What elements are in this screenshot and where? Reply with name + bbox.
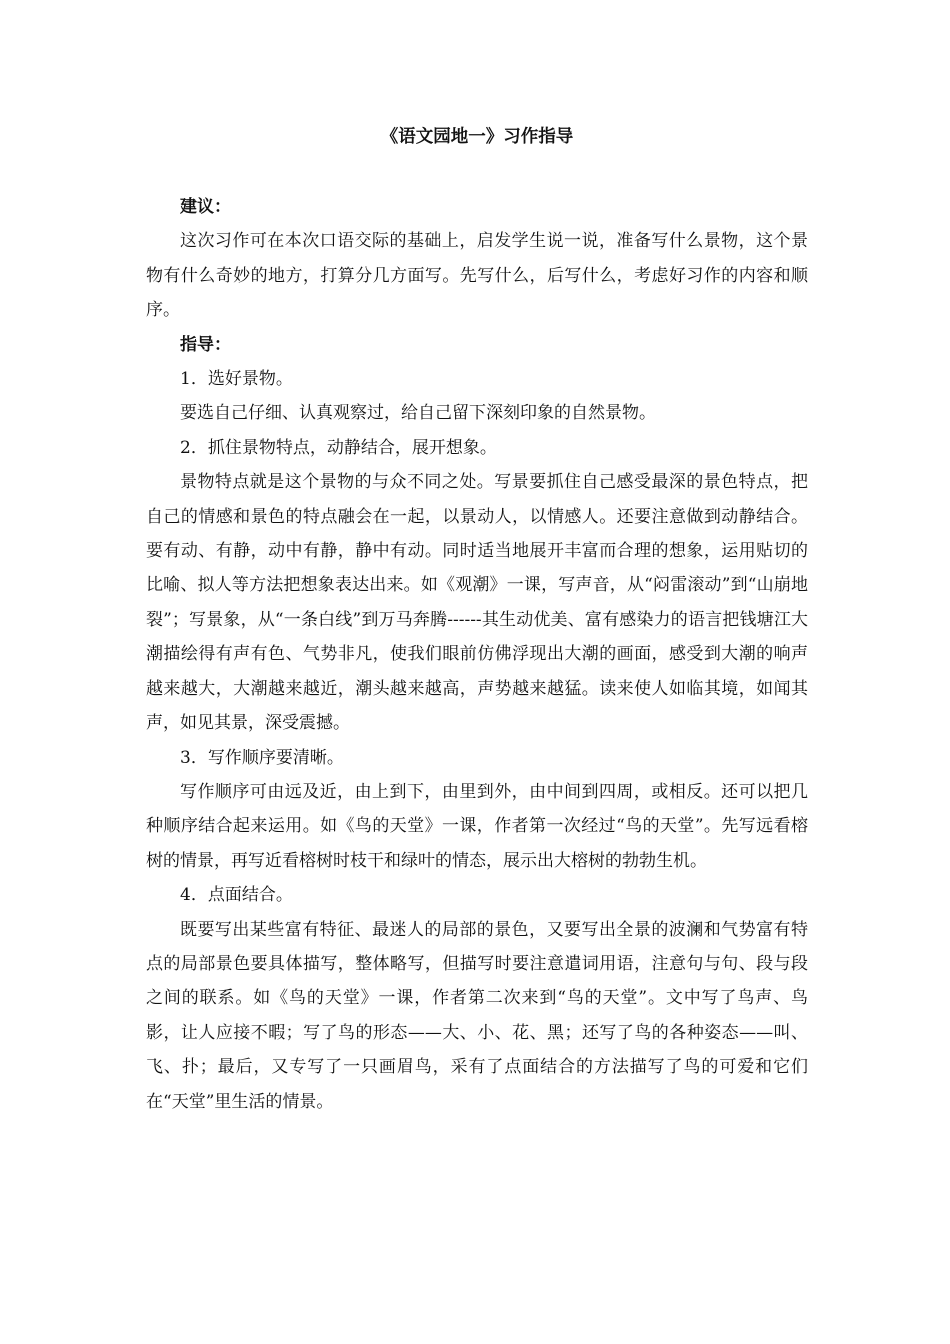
suggestion-heading: 建议： [180, 197, 231, 217]
guidance-heading: 指导： [180, 334, 231, 355]
item-3-title: 3．写作顺序要清晰。 [180, 747, 344, 768]
page-title: 《语文园地一》习作指导 [380, 127, 574, 147]
item-2-title: 2．抓住景物特点，动静结合，展开想象。 [180, 437, 497, 458]
document-page [146, 120, 808, 1119]
item-4-title: 4．点面结合。 [180, 885, 293, 906]
suggestion-paragraph: 这次习作可在本次口语交际的基础上，启发学生说一说，准备写什么景物，这个景物有什么奇妙的地方，打算分几方面写。先写什么，后写什么，考虑好习作的内容和顺序。 [146, 231, 808, 321]
item-1-paragraph: 要选自己仔细、认真观察过，给自己留下深刻印象的自然景物。 [180, 403, 656, 424]
item-4-paragraph: 既要写出某些富有特征、最迷人的局部的景色，又要写出全景的波澜和气势富有特点的局部景色要具体描写，整体略写，但描写时要注意遣词用语，注意句与句、段与段之间的联系。如《鸟的天堂》一课，作者第二次来到“鸟的天堂”。文中写了鸟声、鸟影，让人应接不暇；写了鸟的形态——大、小、花、黑；还写了鸟的各种姿态——叫、飞、扑；最后，又专写了一只画眉鸟，采有了点面结合的方法描写了鸟的可爱和它们在“天堂”里生活的情景。 [146, 919, 808, 1112]
item-3-paragraph: 写作顺序可由远及近，由上到下，由里到外，由中间到四周，或相反。还可以把几种顺序结合起来运用。如《鸟的天堂》一课，作者第一次经过“鸟的天堂”。先写远看榕树的情景，再写近看榕树时枝干和绿叶的情态，展示出大榕树的勃勃生机。 [146, 781, 808, 871]
item-2-paragraph: 景物特点就是这个景物的与众不同之处。写景要抓住自己感受最深的景色特点，把自己的情感和景色的特点融会在一起，以景动人，以情感人。还要注意做到动静结合。要有动、有静，动中有静，静中有动。同时适当地展开丰富而合理的想象，运用贴切的比喻、拟人等方法把想象表达出来。如《观潮》一课，写声音，从“闷雷滚动”到“山崩地裂”；写景象，从“一条白线”到万马奔腾------其生动优美、富有感染力的语言把钱塘江大潮描绘得有声有色、气势非凡，使我们眼前仿佛浮现出大潮的画面，感受到大潮的响声越来越大，大潮越来越近，潮头越来越高，声势越来越猛。读来使人如临其境，如闻其声，如见其景，深受震撼。 [146, 472, 808, 734]
item-1-title: 1．选好景物。 [180, 369, 293, 390]
